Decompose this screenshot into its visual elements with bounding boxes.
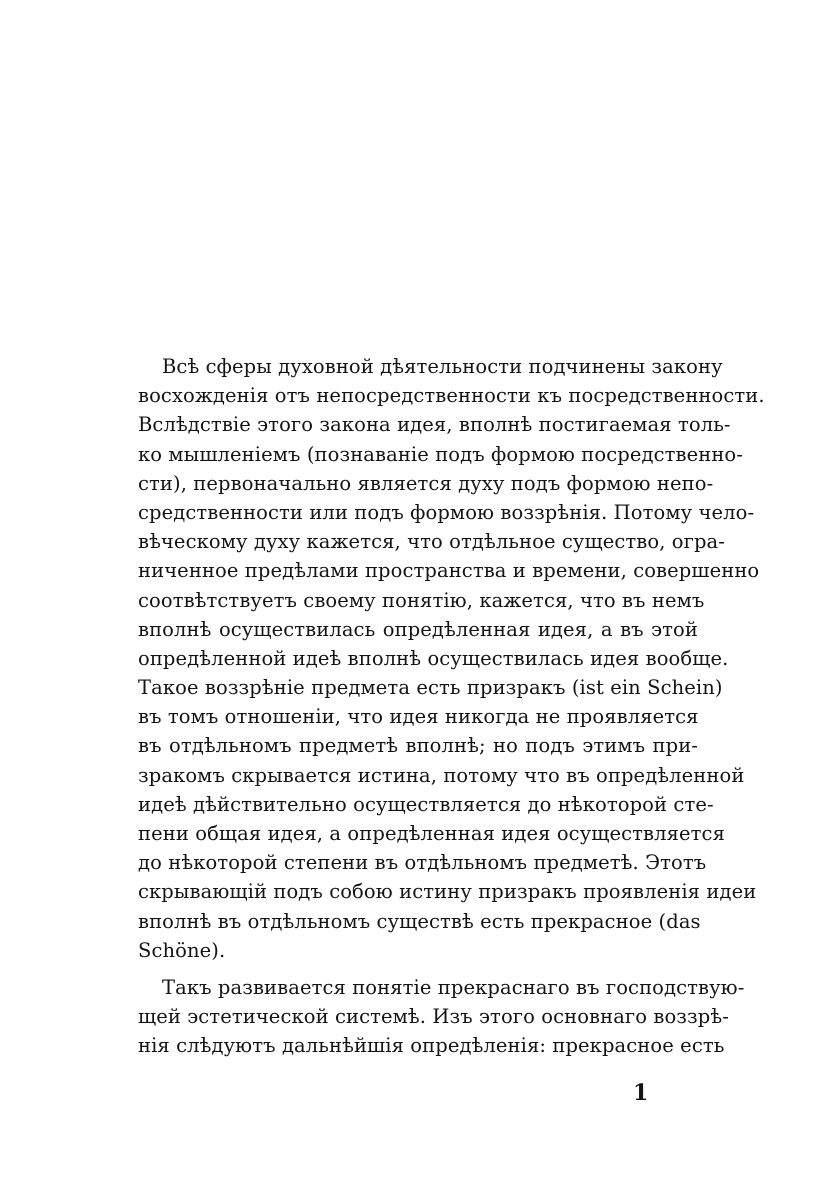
text-line: Всѣ сферы духовной дѣятельности подчинены закону <box>162 355 723 378</box>
page-number: 1 <box>633 1080 649 1106</box>
text-line: щей эстетической системѣ. Изъ этого основнаго воззрѣ- <box>138 1005 729 1029</box>
text-line: ко мышленіемъ (познаваніе подъ формою посредственно- <box>138 442 743 466</box>
text-line: Такъ развивается понятіе прекраснаго въ господствую- <box>162 975 745 999</box>
text-line: въ томъ отношеніи, что идея никогда не проявляется <box>138 705 699 729</box>
text-line: въ отдѣльномъ предметѣ вполнѣ; но подъ этимъ при- <box>138 734 698 758</box>
text-line: скрывающій подъ собою истину призракъ проявленія идеи <box>138 880 757 904</box>
text-line: средственности или подъ формою воззрѣнія. Потому чело- <box>138 500 755 524</box>
text-line: соотвѣтствуетъ своему понятію, кажется, что въ немъ <box>138 588 705 612</box>
text-line: вѣческому духу кажется, что отдѣльное существо, огра- <box>138 530 725 554</box>
body-text <box>138 352 765 1061</box>
text-line: идеѣ дѣйствительно осуществляется до нѣкоторой сте- <box>138 792 714 816</box>
text-line: опредѣленной идеѣ вполнѣ осуществилась идея вообще. <box>138 646 729 670</box>
paragraph-1 <box>138 352 765 965</box>
text-line: нія слѣдуютъ дальнѣйшія опредѣленія: прекрасное есть <box>138 1034 725 1058</box>
text-line: до нѣкоторой степени въ отдѣльномъ предметѣ. Этотъ <box>138 851 707 875</box>
text-line: сти), первоначально является духу подъ формою непо- <box>138 471 714 495</box>
text-line: Вслѣдствіе этого закона идея, вполнѣ постигаемая толь- <box>138 413 731 437</box>
paragraph-2 <box>138 973 745 1061</box>
text-line: Schöne). <box>138 938 226 962</box>
text-line: ниченное предѣлами пространства и времени, совершенно <box>138 559 760 583</box>
text-line: Такое воззрѣніе предмета есть призракъ (ist ein Schein) <box>138 676 723 700</box>
text-line: вполнѣ осуществилась опредѣленная идея, а въ этой <box>138 617 698 641</box>
text-line: зракомъ скрывается истина, потому что въ опредѣленной <box>138 763 745 787</box>
text-line: пени общая идея, а опредѣленная идея осуществляется <box>138 822 725 845</box>
paragraph-gap <box>138 965 698 973</box>
text-line: восхожденія отъ непосредственности къ посредственности. <box>138 384 765 408</box>
text-line: вполнѣ въ отдѣльномъ существѣ есть прекрасное (das <box>138 909 701 933</box>
